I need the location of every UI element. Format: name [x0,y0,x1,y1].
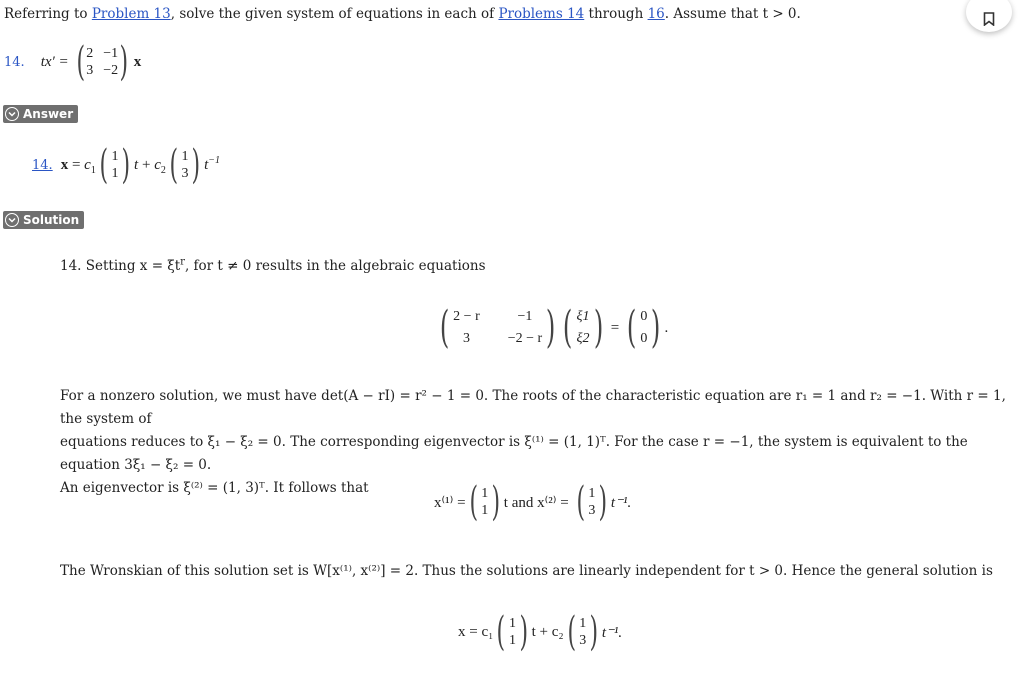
solution-paragraph-2: The Wronskian of this solution set is W[x⁽¹⁾, x⁽²⁾] = 2. Thus the solutions are linearly independent for t > 0. Hence the general solution is [60,563,993,579]
problem-intro: Referring to Problem 13, solve the given system of equations in each of Problems 14 through 16. Assume that t > 0. [4,6,801,22]
solution-intro: 14. Setting $x = \xi t^r$, for t ≠ 0 results in the algebraic equations [60,256,486,274]
x1-vector: ( 1 1 ) [469,479,501,525]
zero-vector: ( 0 0 ) [627,302,661,353]
general-vector-2: ( 1 3 ) [567,609,599,655]
general-vector-1: ( 1 1 ) [496,609,529,655]
answer-vector-2: ( 1 3 ) [169,142,201,188]
chevron-down-icon [5,107,19,121]
general-solution: x = c₁ ( 1 1 ) t + c₂ ( 1 3 ) t⁻¹. [458,609,623,655]
solution-vectors: x⁽¹⁾ = ( 1 1 ) t and x⁽²⁾ = ( 1 3 ) t⁻¹. [434,479,632,525]
bookmark-button[interactable] [966,0,1012,32]
problem-16-link[interactable]: 16 [647,6,665,22]
answer-toggle[interactable]: Answer [3,105,78,123]
answer-equation: 14. $x = c_1$ ( 1 1 ) $t + c_2$ ( 1 3 ) $t^{-1}$ [32,142,220,188]
problem-13-link[interactable]: Problem 13 [91,6,171,22]
solution-toggle[interactable]: Solution [3,211,84,229]
x2-vector: ( 1 3 ) [576,479,608,525]
answer-number-link[interactable]: 14. [32,157,53,173]
algebraic-equation: ( 2 − r −1 3 −2 − r ) ( ξ1 ξ2 ) = ( 0 0 ) . [436,306,668,350]
coefficient-matrix: ( 2 −1 3 −2 ) [76,39,129,85]
problems-14-link[interactable]: Problems 14 [498,6,585,22]
solution-paragraph-1: For a nonzero solution, we must have det(A − rI) = r² − 1 = 0. The roots of the characteristic equation are r₁ = 1 and r₂ = −1. With r = 1, the system of equations reduces to ξ₁ − ξ₂ = 0. The corresponding eigenvector is ξ⁽¹⁾ = (1, 1)ᵀ. For the case r = −1, the system is equivalent to the equation 3ξ₁ − ξ₂ = 0. An eigenvector is ξ⁽²⁾ = (1, 3)ᵀ. It follows that [60,388,1006,496]
problem-number: 14. [4,54,25,70]
problem-lhs: tx′ = [40,53,69,70]
problem-rhs-var: x [133,53,142,70]
bookmark-icon [983,12,995,26]
xi-vector: ( ξ1 ξ2 ) [563,302,603,353]
chevron-down-icon [5,213,19,227]
problem-statement [4,39,142,85]
char-matrix: ( 2 − r −1 3 −2 − r ) [439,302,556,353]
answer-vector-1: ( 1 1 ) [99,142,131,188]
